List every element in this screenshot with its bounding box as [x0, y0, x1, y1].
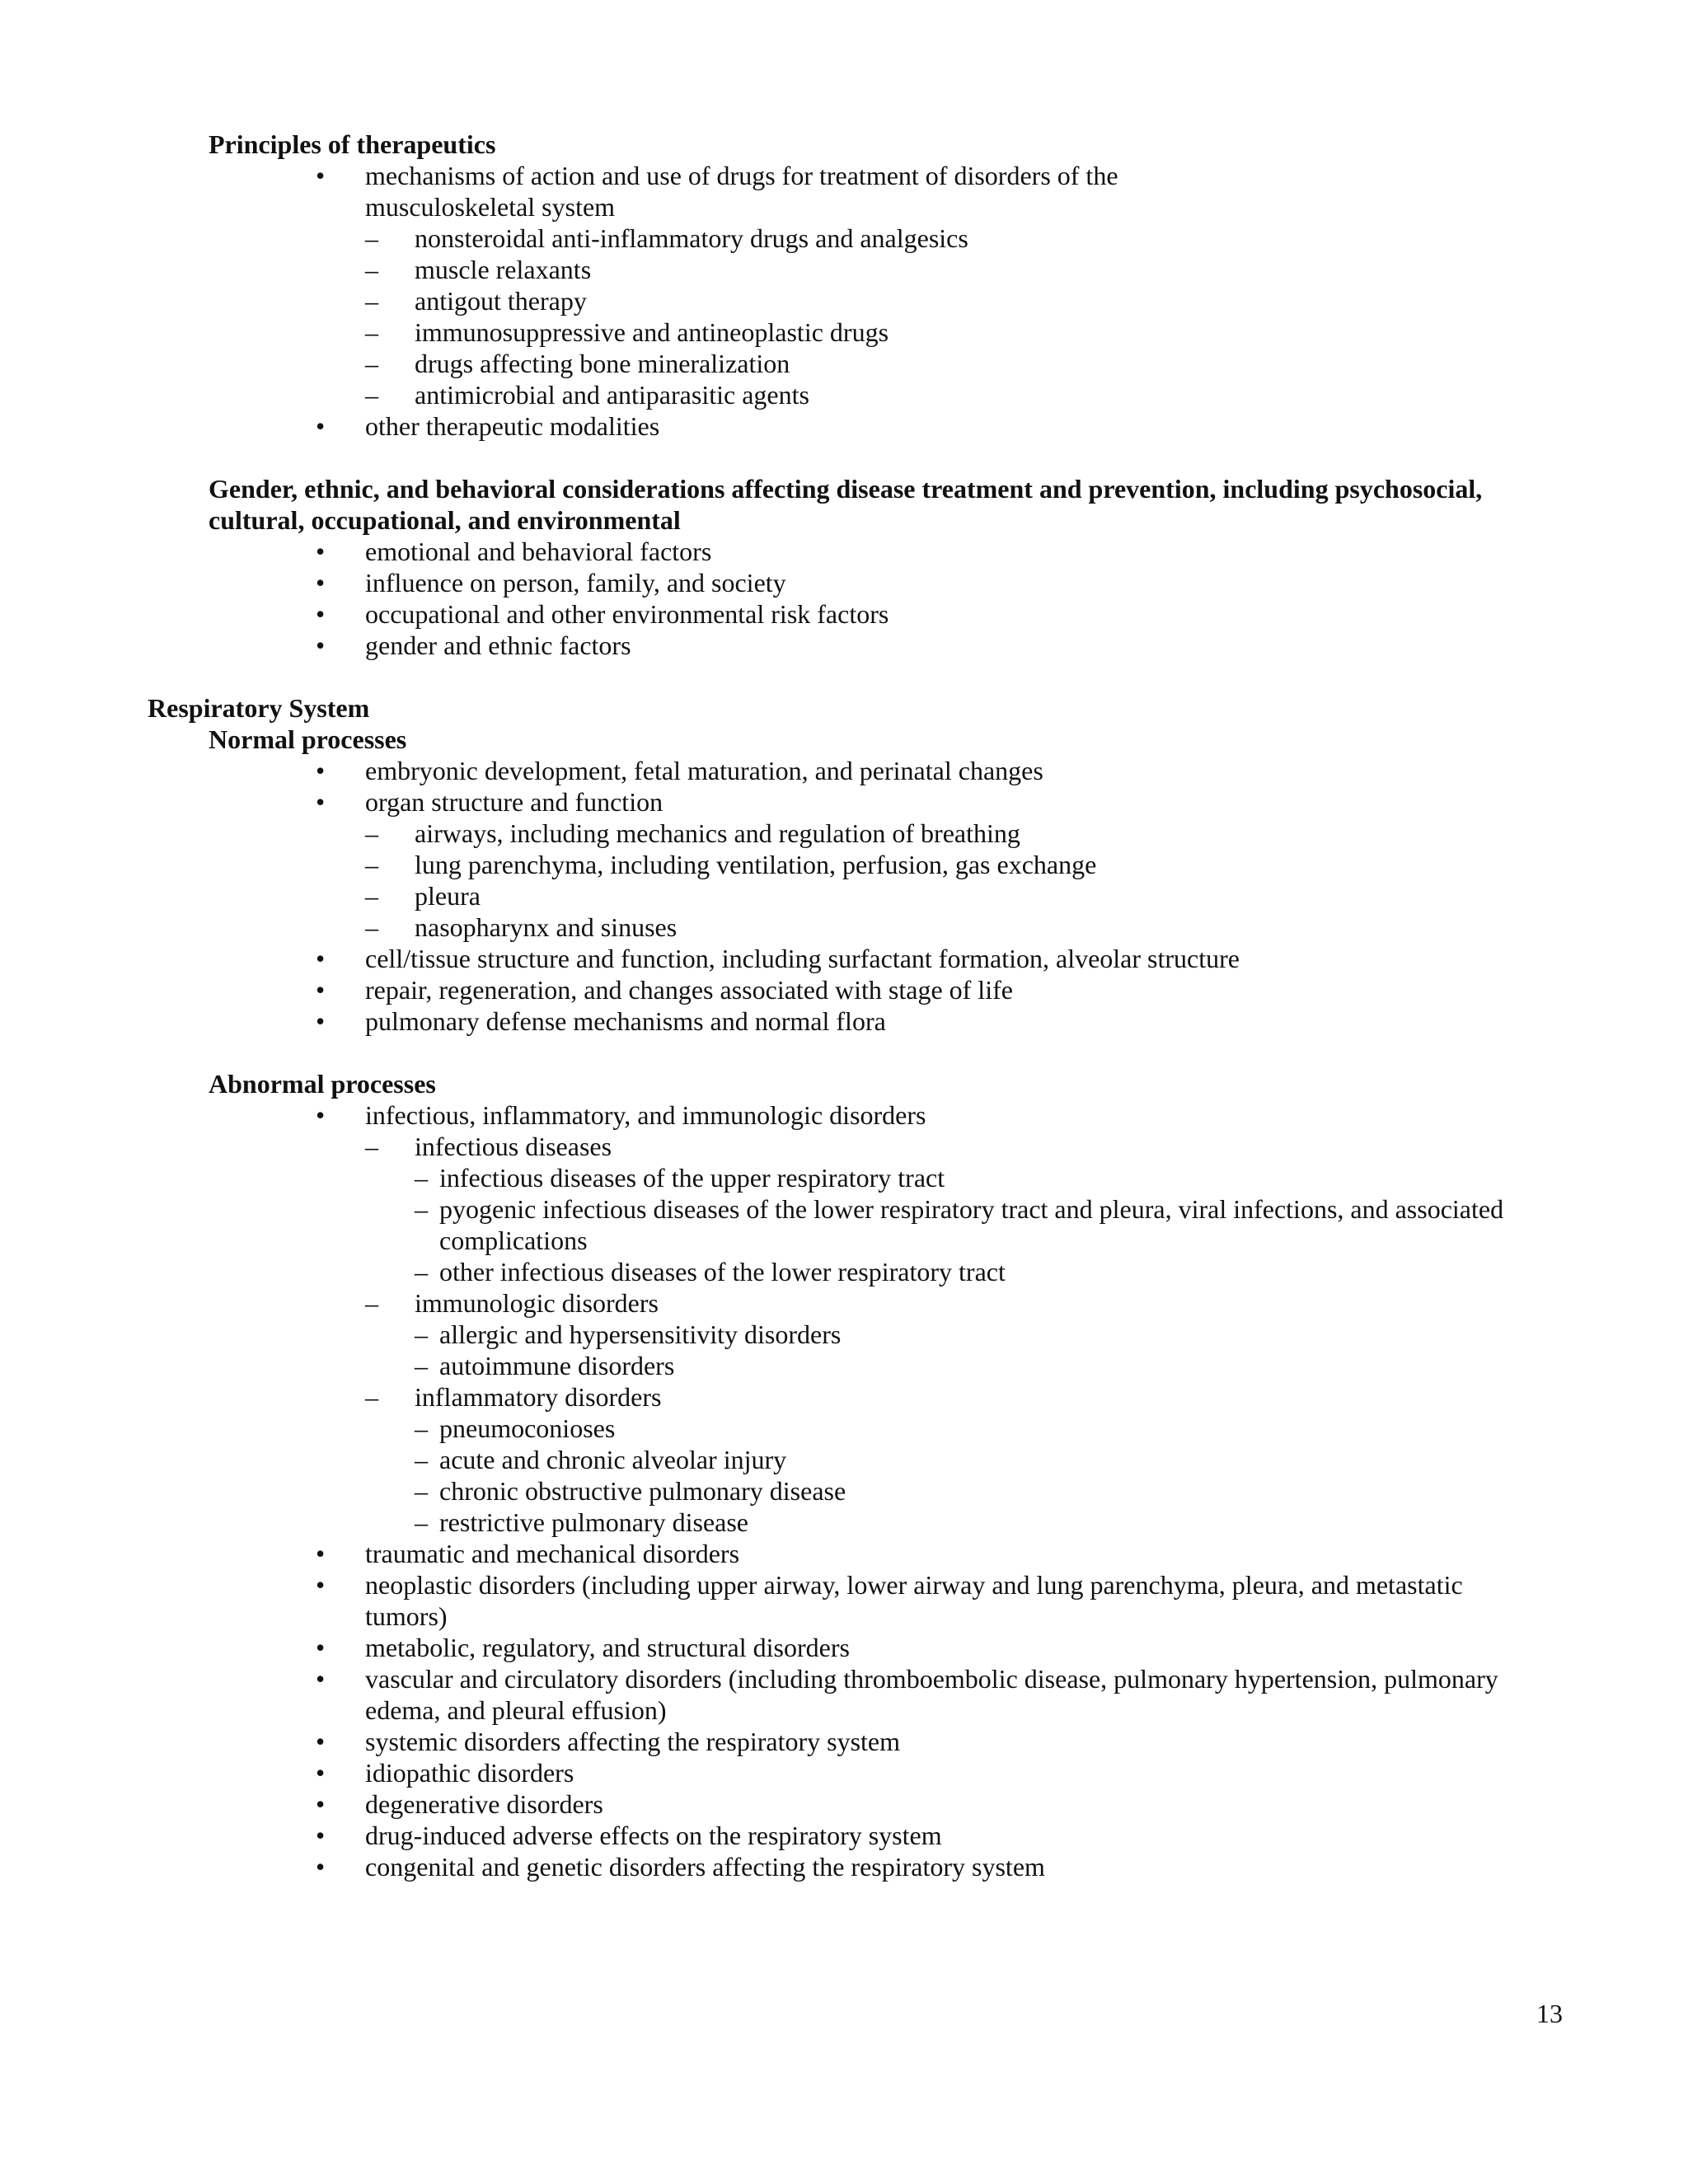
- sub-list-item-text: inflammatory disorders: [415, 1382, 662, 1412]
- dash-marker: –: [415, 1163, 428, 1193]
- bullet-marker: •: [316, 1789, 326, 1819]
- list-item-text: influence on person, family, and society: [365, 568, 786, 598]
- dash-marker: –: [365, 850, 378, 879]
- sub-sub-list-item-text: infectious diseases of the upper respiratory tract: [439, 1163, 945, 1193]
- bullet-marker: •: [316, 1100, 326, 1130]
- bullet-marker: •: [316, 1539, 326, 1568]
- bullet-marker: •: [316, 1852, 326, 1882]
- bullet-marker: •: [316, 599, 326, 629]
- bullet-marker: •: [316, 975, 326, 1005]
- section-heading-continuation: cultural, occupational, and environmental: [209, 505, 681, 535]
- sub-sub-list-item-text: acute and chronic alveolar injury: [439, 1445, 787, 1474]
- sub-list-item-text: nonsteroidal anti-inflammatory drugs and analgesics: [415, 223, 968, 253]
- bullet-marker: •: [316, 161, 326, 190]
- dash-marker: –: [365, 317, 378, 347]
- list-item-text: embryonic development, fetal maturation, and perinatal changes: [365, 756, 1043, 785]
- list-item-text: gender and ethnic factors: [365, 630, 631, 660]
- bullet-marker: •: [316, 1570, 326, 1600]
- sub-sub-list-item-text: allergic and hypersensitivity disorders: [439, 1319, 842, 1349]
- sub-sub-list-item-text: pyogenic infectious diseases of the lower respiratory tract and pleura, viral infections, and associated: [439, 1194, 1504, 1224]
- bullet-marker: •: [316, 537, 326, 566]
- dash-marker: –: [365, 1382, 378, 1412]
- dash-marker: –: [415, 1319, 428, 1349]
- sub-sub-list-item-text: other infectious diseases of the lower respiratory tract: [439, 1257, 1006, 1286]
- sub-list-item-text: lung parenchyma, including ventilation, perfusion, gas exchange: [415, 850, 1097, 879]
- sub-sub-list-item-text: autoimmune disorders: [439, 1351, 675, 1380]
- bullet-marker: •: [316, 1758, 326, 1788]
- list-item-text: systemic disorders affecting the respiratory system: [365, 1727, 901, 1756]
- list-item-text: congenital and genetic disorders affecting the respiratory system: [365, 1852, 1045, 1882]
- dash-marker: –: [365, 380, 378, 410]
- sub-list-item-text: immunosuppressive and antineoplastic drugs: [415, 317, 889, 347]
- bullet-marker: •: [316, 944, 326, 973]
- dash-marker: –: [415, 1194, 428, 1224]
- bullet-marker: •: [316, 630, 326, 660]
- sub-sub-list-item-text: restrictive pulmonary disease: [439, 1507, 748, 1537]
- page-number: 13: [1536, 1999, 1563, 2028]
- dash-marker: –: [415, 1445, 428, 1474]
- sub-list-item-text: drugs affecting bone mineralization: [415, 349, 790, 378]
- list-item-continuation: edema, and pleural effusion): [365, 1695, 667, 1725]
- dash-marker: –: [365, 1288, 378, 1318]
- list-item-text: emotional and behavioral factors: [365, 537, 712, 566]
- list-item-continuation: musculoskeletal system: [365, 192, 616, 222]
- list-item-text: repair, regeneration, and changes associated with stage of life: [365, 975, 1013, 1005]
- dash-marker: –: [415, 1476, 428, 1506]
- list-item-continuation: tumors): [365, 1601, 448, 1631]
- bullet-marker: •: [316, 787, 326, 817]
- list-item-text: organ structure and function: [365, 787, 663, 817]
- bullet-marker: •: [316, 1727, 326, 1756]
- section-heading: Abnormal processes: [209, 1069, 436, 1099]
- list-item-text: mechanisms of action and use of drugs for treatment of disorders of the: [365, 161, 1118, 190]
- sub-list-item-text: muscle relaxants: [415, 255, 592, 284]
- dash-marker: –: [415, 1257, 428, 1286]
- list-item-text: traumatic and mechanical disorders: [365, 1539, 740, 1568]
- list-item-text: drug-induced adverse effects on the respiratory system: [365, 1821, 942, 1850]
- list-item-text: neoplastic disorders (including upper airway, lower airway and lung parenchyma, pleura, and metastatic: [365, 1570, 1463, 1600]
- sub-list-item-text: airways, including mechanics and regulation of breathing: [415, 818, 1020, 848]
- list-item-text: vascular and circulatory disorders (including thromboembolic disease, pulmonary hypertension, pulmonary: [365, 1664, 1498, 1694]
- sub-list-item-text: nasopharynx and sinuses: [415, 912, 678, 942]
- dash-marker: –: [365, 881, 378, 911]
- dash-marker: –: [365, 818, 378, 848]
- sub-list-item-text: antigout therapy: [415, 286, 587, 316]
- list-item-text: idiopathic disorders: [365, 1758, 574, 1788]
- bullet-marker: •: [316, 411, 326, 441]
- bullet-marker: •: [316, 1821, 326, 1850]
- bullet-marker: •: [316, 1006, 326, 1036]
- dash-marker: –: [415, 1351, 428, 1380]
- sub-list-item-text: pleura: [415, 881, 481, 911]
- bullet-marker: •: [316, 1633, 326, 1662]
- sub-sub-list-item-text: pneumoconioses: [439, 1413, 616, 1443]
- dash-marker: –: [365, 286, 378, 316]
- sub-sub-list-item-continuation: complications: [439, 1226, 588, 1255]
- list-item-text: degenerative disorders: [365, 1789, 603, 1819]
- bullet-marker: •: [316, 756, 326, 785]
- section-heading: Principles of therapeutics: [209, 129, 496, 159]
- bullet-marker: •: [316, 1664, 326, 1694]
- sub-list-item-text: infectious diseases: [415, 1132, 612, 1161]
- section-heading: Gender, ethnic, and behavioral considerations affecting disease treatment and prevention, including psychosocial,: [209, 474, 1483, 504]
- dash-marker: –: [365, 1132, 378, 1161]
- list-item-text: cell/tissue structure and function, including surfactant formation, alveolar structure: [365, 944, 1240, 973]
- list-item-text: metabolic, regulatory, and structural disorders: [365, 1633, 850, 1662]
- dash-marker: –: [365, 255, 378, 284]
- sub-sub-list-item-text: chronic obstructive pulmonary disease: [439, 1476, 846, 1506]
- bullet-marker: •: [316, 568, 326, 598]
- list-item-text: other therapeutic modalities: [365, 411, 660, 441]
- sub-list-item-text: antimicrobial and antiparasitic agents: [415, 380, 809, 410]
- dash-marker: –: [415, 1507, 428, 1537]
- sub-list-item-text: immunologic disorders: [415, 1288, 659, 1318]
- list-item-text: pulmonary defense mechanisms and normal flora: [365, 1006, 886, 1036]
- dash-marker: –: [365, 223, 378, 253]
- section-heading: Normal processes: [209, 724, 407, 754]
- list-item-text: infectious, inflammatory, and immunologic disorders: [365, 1100, 926, 1130]
- dash-marker: –: [415, 1413, 428, 1443]
- list-item-text: occupational and other environmental risk factors: [365, 599, 889, 629]
- dash-marker: –: [365, 349, 378, 378]
- system-heading: Respiratory System: [148, 693, 370, 723]
- dash-marker: –: [365, 912, 378, 942]
